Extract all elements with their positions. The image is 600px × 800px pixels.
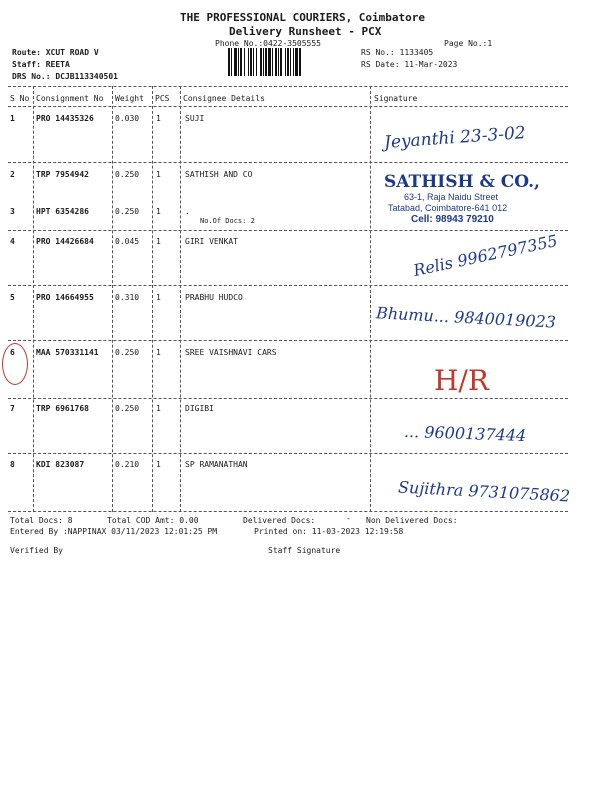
row-pcs: 1 [156, 293, 161, 302]
row-consignment: PRO 14664955 [36, 293, 94, 302]
stamp-name: SATHISH & CO., [384, 172, 540, 192]
row-weight: 0.045 [115, 237, 140, 246]
column-header-consignee: Consignee Details [183, 94, 265, 103]
stamp-address-line1: 63-1, Raja Naidu Street [404, 192, 499, 202]
column-header-consignment: Consignment No [36, 94, 104, 103]
row-sno: 7 [10, 404, 15, 413]
row-sno: 3 [10, 207, 15, 216]
total-cod-amount: Total COD Amt: 0.00 [107, 516, 199, 525]
column-header-pcs: PCS [155, 94, 170, 103]
row-consignee: SREE VAISHNAVI CARS [185, 348, 277, 357]
row-sno: 8 [10, 460, 15, 469]
signature-row5: Bhumu... 9840019023 [375, 303, 557, 332]
phone-number: Phone No.:0422-3505555 [215, 39, 321, 48]
row-divider [8, 398, 568, 399]
column-header-signature: Signature [374, 94, 418, 103]
rs-number: RS No.: 1133405 [361, 48, 434, 57]
non-delivered-docs: Non Delivered Docs: [366, 516, 458, 525]
row-consignment: KDI 823087 [36, 460, 85, 469]
signature-row6: H/R [434, 364, 489, 397]
row-consignment: TRP 7954942 [36, 170, 89, 179]
row-divider [8, 340, 568, 341]
row-pcs: 1 [156, 170, 161, 179]
divider [8, 86, 568, 87]
staff-signature: Staff Signature [268, 546, 341, 555]
row-sno: 5 [10, 293, 15, 302]
column-header-weight: Weight [115, 94, 144, 103]
row-consignee: SP RAMANATHAN [185, 460, 248, 469]
row-pcs: 1 [156, 348, 161, 357]
row-weight: 0.310 [115, 293, 140, 302]
delivered-docs-mark: - [346, 514, 351, 523]
row-consignment: PRO 14435326 [36, 114, 94, 123]
signature-row4: Relis 9962797355 [411, 230, 560, 281]
rs-date: RS Date: 11-Mar-2023 [361, 60, 458, 69]
signature-row8: Sujithra 9731075862 [397, 477, 571, 506]
route-label: Route: XCUT ROAD V [12, 48, 99, 57]
column-header-sno: S No [10, 94, 30, 103]
signature-row7: ... 9600137444 [403, 421, 527, 446]
row-consignment: HPT 6354286 [36, 207, 89, 216]
row-sno: 4 [10, 237, 15, 246]
row-weight: 0.250 [115, 207, 140, 216]
row-divider [8, 511, 568, 512]
row-consignment: MAA 570331141 [36, 348, 99, 357]
entered-by: Entered By :NAPPINAX 03/11/2023 12:01:25 PM [10, 527, 218, 536]
page-number: Page No.:1 [444, 39, 493, 48]
row-divider [8, 285, 568, 286]
row-divider [8, 453, 568, 454]
row-consignee: GIRI VENKAT [185, 237, 238, 246]
row-weight: 0.250 [115, 348, 140, 357]
no-of-docs: No.Of Docs: 2 [200, 217, 255, 225]
column-divider [33, 86, 34, 512]
total-docs: Total Docs: 8 [10, 516, 73, 525]
row-pcs: 1 [156, 207, 161, 216]
delivered-docs: Delivered Docs: [243, 516, 316, 525]
row-consignment: PRO 14426684 [36, 237, 94, 246]
row-pcs: 1 [156, 404, 161, 413]
row-consignee: . [185, 207, 190, 216]
staff-label: Staff: REETA [12, 60, 70, 69]
signature-row1: Jeyanthi 23-3-02 [383, 123, 527, 153]
stamp-phone: Cell: 98943 79210 [411, 214, 494, 225]
row-pcs: 1 [156, 460, 161, 469]
row-consignee: SUJI [185, 114, 205, 123]
row-consignee: DIGIBI [185, 404, 214, 413]
drs-number: DRS No.: DCJB113340501 [12, 72, 118, 81]
column-divider [370, 86, 371, 512]
row-sno: 2 [10, 170, 15, 179]
verified-by: Verified By [10, 546, 63, 555]
row-consignee: SATHISH AND CO [185, 170, 253, 179]
row-sno: 6 [10, 348, 15, 357]
column-divider [152, 86, 153, 512]
row-mark-circle [2, 343, 28, 385]
column-divider [180, 86, 181, 512]
row-weight: 0.030 [115, 114, 140, 123]
printed-on: Printed on: 11-03-2023 12:19:58 [254, 527, 404, 536]
row-divider [8, 230, 568, 231]
row-divider [8, 162, 568, 163]
document-subtitle: Delivery Runsheet - PCX [229, 25, 382, 38]
row-consignee: PRABHU HUDCO [185, 293, 243, 302]
row-weight: 0.210 [115, 460, 140, 469]
row-consignment: TRP 6961768 [36, 404, 89, 413]
row-sno: 1 [10, 114, 15, 123]
barcode-icon [228, 48, 352, 76]
document-title: THE PROFESSIONAL COURIERS, Coimbatore [180, 11, 426, 24]
divider [8, 106, 568, 107]
row-weight: 0.250 [115, 170, 140, 179]
stamp-address-line2: Tatabad, Coimbatore-641 012 [388, 203, 508, 213]
row-pcs: 1 [156, 114, 161, 123]
row-weight: 0.250 [115, 404, 140, 413]
row-pcs: 1 [156, 237, 161, 246]
column-divider [112, 86, 113, 512]
